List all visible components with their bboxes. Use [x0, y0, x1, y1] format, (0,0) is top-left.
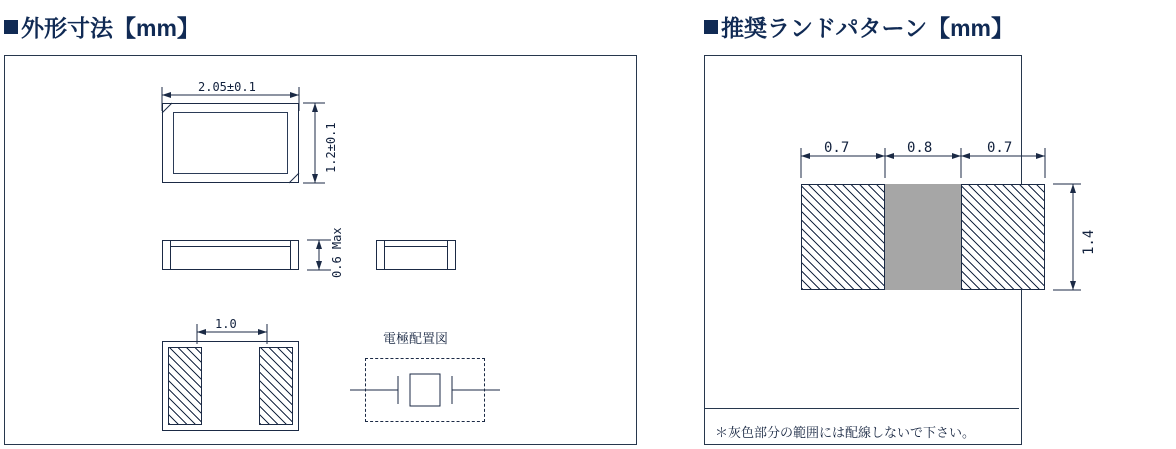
electrode-width-label: 1.0	[215, 317, 237, 331]
side-view-electrode-right	[290, 240, 299, 270]
land-pattern-title	[704, 10, 1014, 43]
keepout-gray-area	[885, 184, 961, 290]
height-dimension-label: 1.2±0.1	[324, 122, 338, 173]
bottom-view-pad-right	[259, 347, 293, 425]
side-view-lid-line	[163, 246, 298, 247]
pad-right-width-label: 0.7	[987, 140, 1013, 156]
title-square-marker	[4, 20, 18, 34]
outline-dimensions-title-text: 外形寸法【mm】	[21, 15, 200, 41]
side-view-electrode-left	[162, 240, 171, 270]
recommended-land-pattern-panel	[700, 0, 1176, 449]
land-pad-left	[801, 184, 885, 290]
keepout-note: ＊灰色部分の範囲には配線しないで下さい。	[715, 425, 976, 440]
pad-left-width-label: 0.7	[824, 140, 850, 156]
land-pattern-frame	[704, 55, 1097, 445]
title-square-marker-right	[704, 20, 718, 34]
side-view-body	[162, 240, 299, 270]
outline-drawing-frame	[4, 55, 637, 445]
end-view-body	[376, 240, 456, 270]
thickness-dimension-label: 0.6 Max	[330, 227, 344, 278]
electrode-arrangement-title: 電極配置図	[383, 331, 449, 346]
end-view-electrode-right	[447, 240, 456, 270]
gap-width-label: 0.8	[907, 140, 933, 156]
width-dimension-label: 2.05±0.1	[198, 80, 256, 94]
land-pattern-title-text: 推奨ランドパターン【mm】	[721, 15, 1014, 41]
end-view-lid-line	[377, 246, 455, 247]
top-view-corner-chamfers	[162, 103, 299, 183]
bottom-view-pad-left	[168, 347, 202, 425]
outline-dimensions-title	[4, 10, 200, 43]
note-divider	[705, 408, 1019, 409]
crystal-symbol	[350, 358, 500, 422]
land-pad-right	[961, 184, 1045, 290]
end-view-electrode-left	[376, 240, 385, 270]
pad-height-label: 1.4	[1081, 229, 1097, 255]
